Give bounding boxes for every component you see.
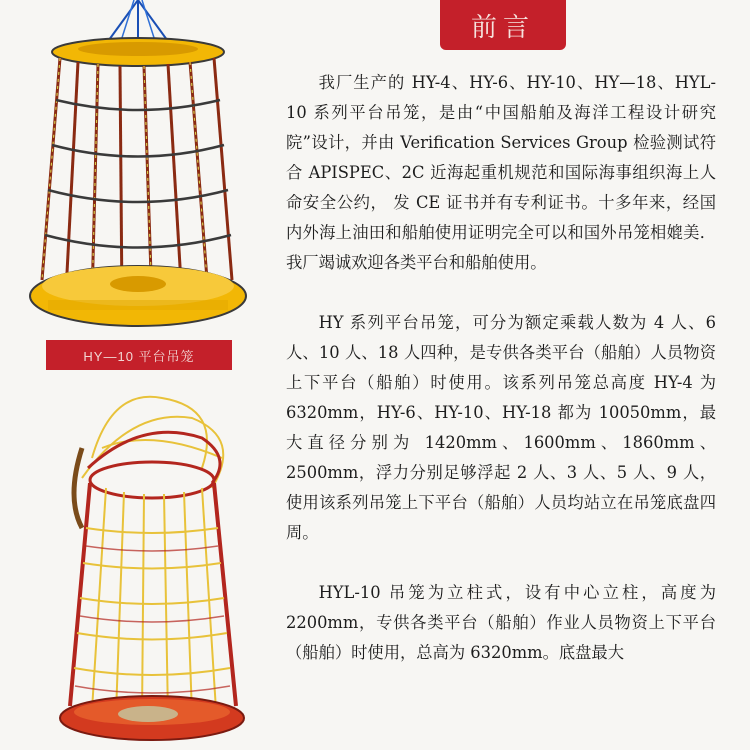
page-title: 前言 (440, 0, 566, 50)
body-text (286, 68, 716, 668)
paragraph-intro: 我厂生产的 HY-4、HY-6、HY-10、HY—18、HYL-10 系列平台吊笼，是由“中国船舶及海洋工程设计研究院”设计，并由 Verification Services Group 检验测试符合 APISPEC、2C 近海起重机规范和国际海事组织海上人命安全公约， 发 CE 证书并有专利证书。十多年来，经国内外海上油田和船舶使用证明完全可以和国外吊笼相媲美．我厂竭诚欢迎各类平台和船舶使用。 (286, 73, 716, 272)
paragraph-hy-series: HY 系列平台吊笼，可分为额定乘载人数为 4 人、6 人、10 人、18 人四种，是专供各类平台（船舶）人员物资上下平台（船舶）时使用。该系列吊笼总高度 HY-4 为 6320mm，HY-6、HY-10、HY-18 都为 10050mm，最大直径分别为 1420mm、1600mm、1860mm、2500mm，浮力分别足够浮起 2 人、3 人、5 人、9 人，使用该系列吊笼上下平台（船舶）人员均站立在吊笼底盘四周。 (286, 313, 716, 542)
paragraph-hyl-10: HYL-10 吊笼为立柱式，设有中心立柱，高度为 2200mm，专供各类平台（船舶）作业人员物资上下平台（船舶）时使用，总高为 6320mm。底盘最大 (286, 583, 716, 662)
image-caption: HY—10 平台吊笼 (46, 340, 232, 370)
rope-cage-image (52, 388, 252, 750)
personnel-basket-cone-image (28, 0, 248, 330)
